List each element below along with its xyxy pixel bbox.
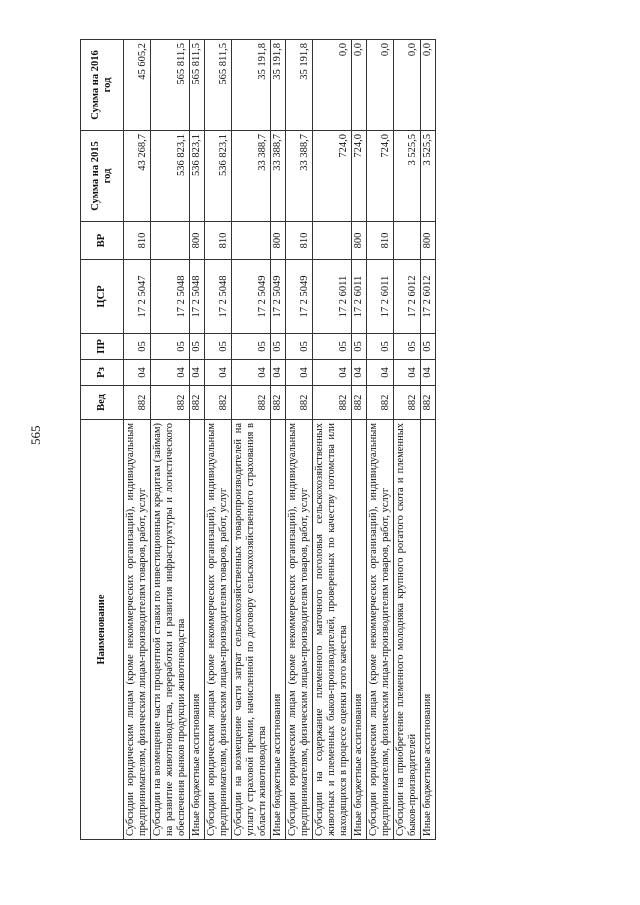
cell-vr: [151, 222, 190, 260]
header-pr: ПР: [81, 334, 124, 360]
cell-ved: 882: [151, 386, 190, 420]
cell-ved: 882: [232, 386, 271, 420]
cell-pr: 05: [190, 334, 205, 360]
cell-sum-2016: 0,0: [367, 40, 394, 131]
cell-vr: [313, 222, 352, 260]
cell-vr: [394, 222, 421, 260]
cell-name: Субсидии на приобретение племенного молодняка крупного рогатого скота и племенных быков-производителей: [394, 420, 421, 840]
cell-pr: 05: [151, 334, 190, 360]
cell-rz: 04: [205, 360, 232, 386]
table-row: [271, 40, 286, 840]
cell-name: Субсидии на возмещение части процентной ставки по инвестиционным кредитам (займам) на развитие животноводства, переработки и развития инфраструктуры и логистического обеспечения рынков продукции животноводства: [151, 420, 190, 840]
cell-sum-2015: 33 388,7: [286, 131, 313, 222]
header-vr: ВР: [81, 222, 124, 260]
cell-sum-2015: 724,0: [352, 131, 367, 222]
cell-pr: 05: [394, 334, 421, 360]
cell-ved: 882: [394, 386, 421, 420]
cell-rz: 04: [271, 360, 286, 386]
cell-csr: 17 2 5049: [232, 260, 271, 334]
header-name: Наименование: [81, 420, 124, 840]
table-row: [232, 40, 271, 840]
cell-pr: 05: [232, 334, 271, 360]
cell-vr: 810: [205, 222, 232, 260]
cell-sum-2016: 0,0: [352, 40, 367, 131]
cell-vr: 810: [124, 222, 151, 260]
cell-vr: [232, 222, 271, 260]
cell-csr: 17 2 5049: [286, 260, 313, 334]
cell-ved: 882: [124, 386, 151, 420]
cell-rz: 04: [286, 360, 313, 386]
cell-sum-2015: 724,0: [367, 131, 394, 222]
cell-rz: 04: [232, 360, 271, 386]
cell-sum-2016: 35 191,8: [232, 40, 271, 131]
cell-sum-2015: 536 823,1: [151, 131, 190, 222]
cell-vr: 810: [367, 222, 394, 260]
table-row: [286, 40, 313, 840]
cell-sum-2016: 0,0: [421, 40, 436, 131]
cell-csr: 17 2 6011: [367, 260, 394, 334]
header-csr: ЦСР: [81, 260, 124, 334]
cell-name: Субсидии юридическим лицам (кроме некоммерческих организаций), индивидуальным предпринимателям, физическим лицам-производителям товаров, работ, услуг: [286, 420, 313, 840]
cell-sum-2016: 35 191,8: [286, 40, 313, 131]
cell-sum-2015: 3 525,5: [394, 131, 421, 222]
cell-csr: 17 2 6011: [352, 260, 367, 334]
table-row: [313, 40, 352, 840]
cell-sum-2015: 43 268,7: [124, 131, 151, 222]
cell-csr: 17 2 5048: [205, 260, 232, 334]
cell-rz: 04: [124, 360, 151, 386]
cell-name: Иные бюджетные ассигнования: [190, 420, 205, 840]
cell-name: Субсидии юридическим лицам (кроме некоммерческих организаций), индивидуальным предпринимателям, физическим лицам-производителям товаров, работ, услуг: [124, 420, 151, 840]
cell-pr: 05: [367, 334, 394, 360]
cell-vr: 800: [271, 222, 286, 260]
table-row: [151, 40, 190, 840]
cell-rz: 04: [151, 360, 190, 386]
cell-pr: 05: [271, 334, 286, 360]
cell-sum-2015: 33 388,7: [271, 131, 286, 222]
cell-csr: 17 2 6011: [313, 260, 352, 334]
cell-pr: 05: [352, 334, 367, 360]
cell-name: Субсидии на содержание племенного маточного поголовья сельскохозяйственных животных и племенных быков-производителей, проверенных по качеству потомства или находящихся в процессе оценки этого качества: [313, 420, 352, 840]
cell-rz: 04: [313, 360, 352, 386]
cell-name: Иные бюджетные ассигнования: [421, 420, 436, 840]
cell-vr: 800: [190, 222, 205, 260]
header-ved: Вед: [81, 386, 124, 420]
cell-sum-2015: 536 823,1: [205, 131, 232, 222]
header-rz: Рз: [81, 360, 124, 386]
cell-sum-2015: 536 823,1: [190, 131, 205, 222]
table-body: [124, 40, 436, 840]
cell-csr: 17 2 5048: [190, 260, 205, 334]
cell-csr: 17 2 6012: [394, 260, 421, 334]
cell-pr: 05: [421, 334, 436, 360]
cell-name: Субсидии на возмещение части затрат сельскохозяйственных товаропроизводителей на уплату страховой премии, начисленной по договору сельскохозяйственного страхования в области животноводства: [232, 420, 271, 840]
cell-sum-2015: 33 388,7: [232, 131, 271, 222]
cell-sum-2016: 35 191,8: [271, 40, 286, 131]
table-row: [421, 40, 436, 840]
cell-sum-2016: 45 605,2: [124, 40, 151, 131]
cell-ved: 882: [190, 386, 205, 420]
budget-table: [80, 39, 436, 840]
cell-csr: 17 2 5049: [271, 260, 286, 334]
cell-rz: 04: [190, 360, 205, 386]
cell-csr: 17 2 5047: [124, 260, 151, 334]
cell-ved: 882: [271, 386, 286, 420]
cell-csr: 17 2 6012: [421, 260, 436, 334]
cell-name: Иные бюджетные ассигнования: [271, 420, 286, 840]
table-row: [352, 40, 367, 840]
cell-sum-2016: 0,0: [313, 40, 352, 131]
cell-ved: 882: [421, 386, 436, 420]
page-number: 565: [28, 425, 43, 445]
header-sum-2015: Сумма на 2015 год: [81, 131, 124, 222]
table-row: [394, 40, 421, 840]
cell-sum-2016: 565 811,5: [205, 40, 232, 131]
cell-name: Субсидии юридическим лицам (кроме некоммерческих организаций), индивидуальным предпринимателям, физическим лицам-производителям товаров, работ, услуг: [367, 420, 394, 840]
cell-ved: 882: [205, 386, 232, 420]
cell-rz: 04: [352, 360, 367, 386]
cell-rz: 04: [367, 360, 394, 386]
cell-name: Субсидии юридическим лицам (кроме некоммерческих организаций), индивидуальным предпринимателям, физическим лицам-производителям товаров, работ, услуг: [205, 420, 232, 840]
cell-vr: 810: [286, 222, 313, 260]
cell-sum-2016: 0,0: [394, 40, 421, 131]
cell-csr: 17 2 5048: [151, 260, 190, 334]
cell-pr: 05: [286, 334, 313, 360]
table-row: [190, 40, 205, 840]
table-row: [124, 40, 151, 840]
cell-sum-2015: 724,0: [313, 131, 352, 222]
cell-rz: 04: [421, 360, 436, 386]
cell-sum-2016: 565 811,5: [151, 40, 190, 131]
rotated-page-content: [80, 40, 550, 840]
cell-rz: 04: [394, 360, 421, 386]
cell-ved: 882: [367, 386, 394, 420]
header-sum-2016: Сумма на 2016 год: [81, 40, 124, 131]
cell-sum-2015: 3 525,5: [421, 131, 436, 222]
cell-ved: 882: [313, 386, 352, 420]
cell-ved: 882: [286, 386, 313, 420]
table-row: [205, 40, 232, 840]
cell-ved: 882: [352, 386, 367, 420]
cell-vr: 800: [421, 222, 436, 260]
cell-pr: 05: [313, 334, 352, 360]
cell-pr: 05: [205, 334, 232, 360]
cell-pr: 05: [124, 334, 151, 360]
cell-vr: 800: [352, 222, 367, 260]
cell-name: Иные бюджетные ассигнования: [352, 420, 367, 840]
table-header-row: [81, 40, 124, 840]
table-row: [367, 40, 394, 840]
cell-sum-2016: 565 811,5: [190, 40, 205, 131]
